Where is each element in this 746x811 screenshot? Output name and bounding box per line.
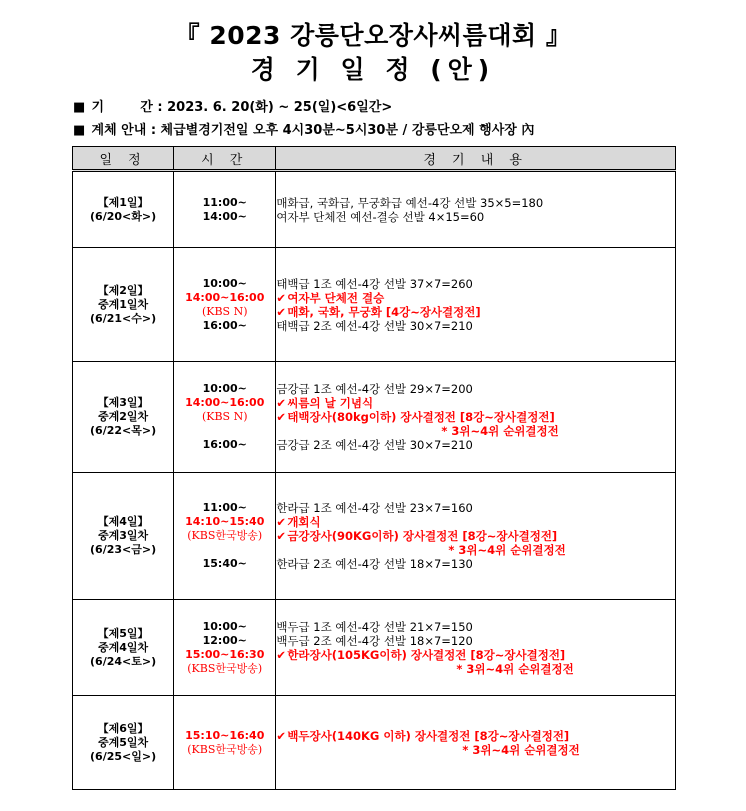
period-value: : 2023. 6. 20(화) ~ 25(일)<6일간> — [157, 100, 393, 115]
day-broadcast: 중계1일차 — [97, 297, 149, 311]
time-cell — [174, 473, 276, 600]
broadcaster: (KBS한국방송) — [187, 742, 263, 756]
content-line: 금강급 2조 예선-4강 선발 30×7=210 — [276, 438, 473, 452]
time-text: 12:00~ — [202, 633, 247, 647]
day-label: 【제5일】 — [97, 626, 149, 640]
time-cell — [174, 696, 276, 790]
day-label: 【제6일】 — [97, 721, 149, 735]
check-mark-icon: ✔ — [276, 728, 286, 743]
check-mark-icon: ✔ — [276, 304, 286, 319]
check-mark-icon: ✔ — [276, 396, 286, 410]
content-line: 여자부 단체전 예선-결승 선발 4×15=60 — [276, 209, 485, 224]
content-line: 매화, 국화, 무궁화 [4강~장사결정전] — [287, 304, 481, 319]
time-cell — [174, 600, 276, 696]
content-cell — [276, 696, 676, 790]
time-text: 10:00~ — [202, 276, 247, 290]
content-line: 금강장사(90KG이하) 장사결정전 [8강~장사결정전] — [287, 529, 558, 543]
content-line-highlight — [276, 396, 675, 410]
time-text: 16:00~ — [202, 438, 247, 451]
header-day: 일 정 — [73, 147, 174, 171]
content-line: 태백장사(80kg이하) 장사결정전 [8강~장사결정전] — [287, 410, 555, 424]
broadcaster: (KBS N) — [201, 304, 248, 318]
table-row — [73, 248, 676, 362]
time-text: 14:00~16:00 — [185, 396, 265, 409]
period-label: 기 간 — [91, 100, 153, 115]
table-row — [73, 600, 676, 696]
check-mark-icon: ✔ — [276, 529, 286, 543]
content-line-highlight — [276, 529, 675, 543]
table-row — [73, 696, 676, 790]
check-mark-icon: ✔ — [276, 410, 286, 424]
content-cell — [276, 600, 676, 696]
content-line: 여자부 단체전 결승 — [287, 290, 385, 305]
info-period — [73, 96, 392, 115]
day-label: 【제2일】 — [97, 283, 149, 297]
time-text: 10:00~ — [202, 619, 247, 633]
day-broadcast: 중계3일차 — [97, 529, 149, 542]
content-line-highlight — [276, 515, 675, 529]
content-line: 매화급, 국화급, 무궁화급 예선-4강 선발 35×5=180 — [276, 195, 544, 210]
content-line: 한라급 1조 예선-4강 선발 23×7=160 — [276, 501, 473, 515]
table-row — [73, 362, 676, 473]
content-note: * 3위~4위 순위결정전 — [441, 424, 559, 438]
check-mark-icon: ✔ — [276, 647, 286, 662]
time-text: 15:40~ — [202, 557, 247, 570]
time-cell — [174, 362, 276, 473]
content-line-highlight — [276, 291, 675, 305]
weigh-label: 계체 안내 — [91, 123, 147, 138]
day-broadcast: 중계2일차 — [97, 410, 149, 423]
page-subtitle: 경 기 일 정 (안) — [250, 55, 496, 84]
header-content: 경 기 내 용 — [276, 147, 676, 171]
weigh-value: : 체급별경기전일 오후 4시30분~5시30분 / 강릉단오제 행사장 內 — [150, 123, 535, 138]
schedule-table — [72, 146, 676, 790]
header-time: 시 간 — [174, 147, 276, 171]
check-mark-icon: ✔ — [276, 290, 286, 305]
content-line: 백두장사(140KG 이하) 장사결정전 [8강~장사결정전] — [287, 728, 570, 743]
day-date: (6/22<목>) — [90, 424, 157, 437]
table-row — [73, 473, 676, 600]
black-square-icon: ■ — [73, 100, 86, 115]
day-label: 【제3일】 — [97, 396, 149, 409]
content-line: 태백급 2조 예선-4강 선발 30×7=210 — [276, 318, 473, 333]
content-note: * 3위~4위 순위결정전 — [456, 661, 574, 676]
broadcaster: (KBS한국방송) — [187, 661, 263, 675]
day-label: 【제1일】 — [97, 195, 149, 209]
content-line-highlight — [276, 729, 675, 743]
content-line-highlight — [276, 648, 675, 662]
content-line-highlight — [276, 410, 675, 424]
time-cell — [174, 171, 276, 248]
content-line: 한라급 2조 예선-4강 선발 18×7=130 — [276, 557, 473, 571]
time-text: 10:00~ — [202, 382, 247, 395]
day-label: 【제4일】 — [97, 515, 149, 528]
time-text: 16:00~ — [202, 318, 247, 332]
content-cell — [276, 248, 676, 362]
time-cell — [174, 248, 276, 362]
time-text: 14:00~16:00 — [185, 290, 265, 304]
day-cell — [73, 473, 174, 600]
day-date: (6/21<수>) — [90, 311, 157, 325]
content-cell — [276, 362, 676, 473]
day-cell — [73, 362, 174, 473]
day-broadcast: 중계4일차 — [97, 640, 149, 654]
content-note: * 3위~4위 순위결정전 — [462, 742, 580, 757]
content-line: 태백급 1조 예선-4강 선발 37×7=260 — [276, 276, 473, 291]
time-text: 15:00~16:30 — [185, 647, 265, 661]
table-row — [73, 171, 676, 248]
content-line: 백두급 2조 예선-4강 선발 18×7=120 — [276, 633, 473, 648]
content-line-highlight — [276, 305, 675, 319]
day-cell — [73, 696, 174, 790]
content-line: 개회식 — [287, 515, 321, 529]
content-cell — [276, 171, 676, 248]
content-cell — [276, 473, 676, 600]
day-cell — [73, 171, 174, 248]
day-date: (6/23<금>) — [90, 543, 157, 556]
day-broadcast: 중계5일차 — [97, 735, 149, 749]
time-text: 14:00~ — [202, 209, 247, 223]
check-mark-icon: ✔ — [276, 515, 286, 529]
broadcaster: (KBS N) — [201, 410, 248, 423]
broadcaster: (KBS한국방송) — [187, 529, 263, 542]
day-date: (6/20<화>) — [90, 209, 157, 223]
time-text: 14:10~15:40 — [185, 515, 265, 528]
time-text: 11:00~ — [202, 195, 247, 209]
content-note: * 3위~4위 순위결정전 — [448, 543, 566, 557]
day-cell — [73, 600, 174, 696]
content-line: 백두급 1조 예선-4강 선발 21×7=150 — [276, 619, 473, 634]
content-line: 금강급 1조 예선-4강 선발 29×7=200 — [276, 382, 473, 396]
content-line: 씨름의 날 기념식 — [287, 396, 374, 410]
day-date: (6/24<토>) — [90, 654, 157, 668]
time-text: 15:10~16:40 — [185, 728, 265, 742]
black-square-icon: ■ — [73, 123, 86, 138]
day-date: (6/25<일>) — [90, 749, 157, 763]
page-title: 『 2023 강릉단오장사씨름대회 』 — [174, 21, 572, 50]
content-line: 한라장사(105KG이하) 장사결정전 [8강~장사결정전] — [287, 647, 566, 662]
time-text: 11:00~ — [202, 501, 247, 514]
table-header-row — [73, 147, 676, 171]
day-cell — [73, 248, 174, 362]
info-weigh-in — [73, 119, 534, 138]
